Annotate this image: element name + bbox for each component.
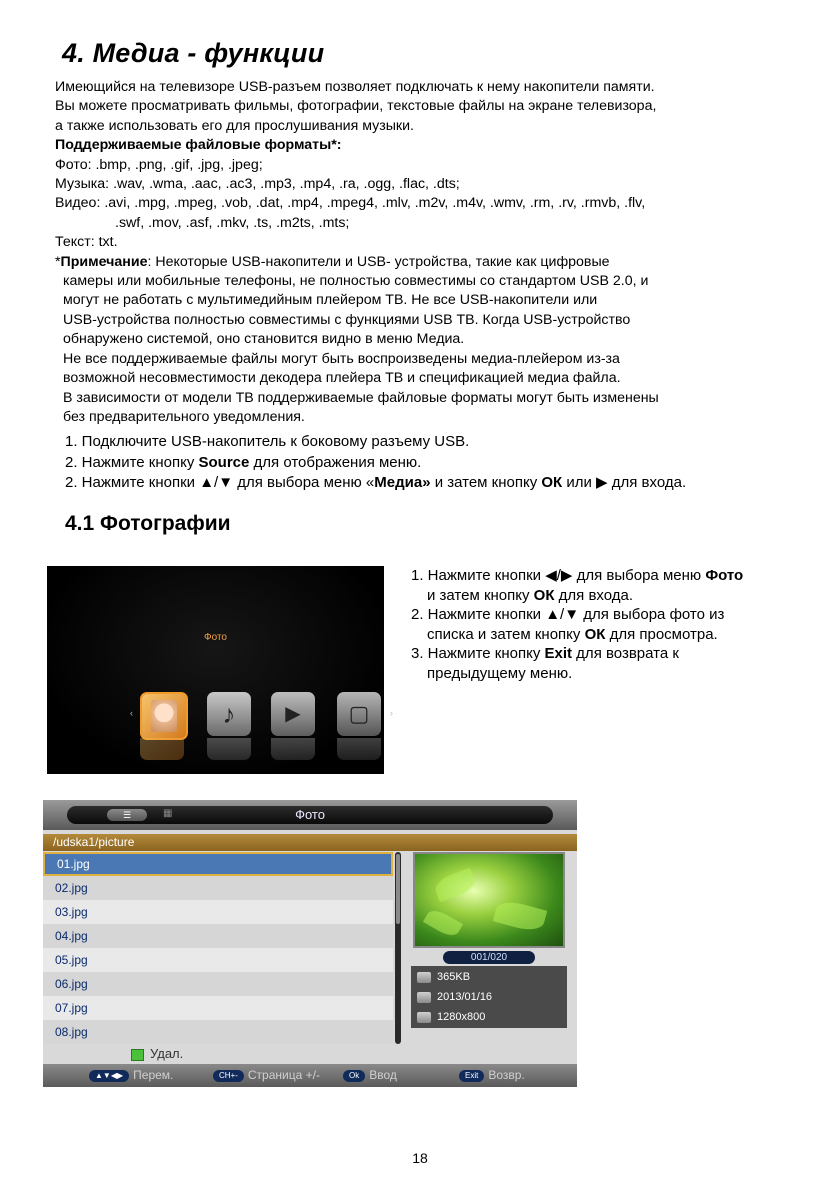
photo-info-panel bbox=[411, 966, 567, 1028]
file-row[interactable]: 08.jpg bbox=[43, 1020, 393, 1044]
hint-navigate: ▲▼◀▶ Перем. bbox=[89, 1068, 173, 1082]
video-icon[interactable]: ▶ bbox=[271, 692, 315, 736]
tv-icon[interactable]: ▢ bbox=[337, 692, 381, 736]
photo-reflection bbox=[140, 738, 184, 760]
note-line: камеры или мобильные телефоны, не полностью совместимы со стандартом USB 2.0, и bbox=[63, 273, 649, 290]
list-view-icon[interactable]: ☰ bbox=[107, 809, 147, 821]
tv-media-menu bbox=[47, 566, 393, 774]
section-title: 4.1 Фотографии bbox=[65, 512, 231, 535]
video-reflection bbox=[271, 738, 315, 760]
browser-title: Фото bbox=[295, 807, 325, 822]
note-line: могут не работать с мультимедийным плейером ТВ. Не все USB-накопители или bbox=[63, 292, 598, 309]
folder-path: /udska1/picture bbox=[43, 834, 577, 851]
note-line: без предварительного уведомления. bbox=[63, 408, 305, 425]
info-resolution: 1280x800 bbox=[411, 1007, 485, 1027]
note-line: В зависимости от модели ТВ поддерживаемые файловые форматы могут быть изменены bbox=[63, 389, 659, 406]
intro-line: Вы можете просматривать фильмы, фотографии, текстовые файлы на экране телевизора, bbox=[55, 98, 657, 115]
menu-selected-label: Фото bbox=[204, 632, 227, 643]
hint-enter: Ok Ввод bbox=[343, 1068, 397, 1082]
photo-step-2-cont: списка и затем кнопку ОК для просмотра. bbox=[427, 625, 718, 643]
info-date: 2013/01/16 bbox=[411, 987, 492, 1007]
setup-steps bbox=[65, 432, 686, 494]
file-row[interactable]: 04.jpg bbox=[43, 924, 393, 948]
intro-text bbox=[55, 78, 775, 427]
browser-top-bar bbox=[43, 800, 577, 830]
hint-page: CH+- Страница +/- bbox=[213, 1068, 320, 1082]
tv-reflection bbox=[337, 738, 381, 760]
formats-photo: Фото: .bmp, .png, .gif, .jpg, .jpeg; bbox=[55, 156, 263, 173]
chevron-right-icon[interactable]: › bbox=[390, 708, 393, 718]
date-icon bbox=[417, 992, 431, 1003]
photo-icon[interactable] bbox=[140, 692, 188, 740]
page-number: 18 bbox=[412, 1150, 428, 1166]
note-line: возможной несовместимости декодера плейера ТВ и спецификацией медиа файла. bbox=[63, 370, 621, 387]
formats-text: Текст: txt. bbox=[55, 234, 118, 251]
green-key-icon bbox=[131, 1049, 144, 1061]
photo-file-browser bbox=[43, 800, 577, 1087]
list-scrollbar[interactable] bbox=[395, 852, 401, 1044]
delete-hint[interactable]: Удал. bbox=[131, 1046, 183, 1061]
grid-view-icon[interactable]: ▦ bbox=[163, 808, 173, 819]
formats-video: Видео: .avi, .mpg, .mpeg, .vob, .dat, .mp4, .mpeg4, .mlv, .m2v, .m4v, .wmv, .rm, .rv, .rmvb, .flv, bbox=[55, 195, 646, 212]
note-line: *Примечание: Некоторые USB-накопители и USB- устройства, такие как цифровые bbox=[55, 253, 610, 270]
photo-step-2: 2. Нажмите кнопки ▲/▼ для выбора фото из bbox=[411, 606, 725, 623]
file-row[interactable]: 02.jpg bbox=[43, 876, 393, 900]
file-row[interactable]: 07.jpg bbox=[43, 996, 393, 1020]
file-row[interactable]: 01.jpg bbox=[43, 852, 393, 876]
file-list bbox=[43, 852, 393, 1044]
note-line: USB-устройства полностью совместимы с функциями USB ТВ. Когда USB-устройство bbox=[63, 311, 631, 328]
file-size-icon bbox=[417, 972, 431, 983]
intro-line: а также использовать его для прослушивания музыки. bbox=[55, 117, 415, 134]
formats-heading: Поддерживаемые файловые форматы*: bbox=[55, 137, 342, 154]
hint-bar bbox=[43, 1064, 577, 1087]
note-line: обнаружено системой, оно становится видно в меню Медиа. bbox=[63, 331, 465, 348]
intro-line: Имеющийся на телевизоре USB-разъем позволяет подключать к нему накопители памяти. bbox=[55, 79, 655, 95]
step-1: 1. Подключите USB-накопитель к боковому разъему USB. bbox=[65, 433, 470, 450]
photo-step-1-cont: и затем кнопку ОК для входа. bbox=[427, 586, 634, 604]
photo-step-1: 1. Нажмите кнопки ◀/▶ для выбора меню Фото bbox=[411, 567, 744, 584]
title-pill bbox=[67, 806, 553, 824]
chevron-left-icon[interactable]: ‹ bbox=[130, 708, 133, 718]
music-icon[interactable]: ♪ bbox=[207, 692, 251, 736]
file-row[interactable]: 03.jpg bbox=[43, 900, 393, 924]
photo-step-3: 3. Нажмите кнопку Exit для возврата к bbox=[411, 645, 679, 662]
resolution-icon bbox=[417, 1012, 431, 1023]
step-3: 2. Нажмите кнопки ▲/▼ для выбора меню «Медиа» и затем кнопку ОК или ▶ для входа. bbox=[65, 474, 687, 491]
photo-counter: 001/020 bbox=[443, 951, 535, 964]
info-size: 365KB bbox=[411, 967, 470, 987]
music-reflection bbox=[207, 738, 251, 760]
file-row[interactable]: 06.jpg bbox=[43, 972, 393, 996]
formats-music: Музыка: .wav, .wma, .aac, .ac3, .mp3, .mp4, .ra, .ogg, .flac, .dts; bbox=[55, 176, 460, 193]
file-row[interactable]: 05.jpg bbox=[43, 948, 393, 972]
formats-video-cont: .swf, .mov, .asf, .mkv, .ts, .m2ts, .mts; bbox=[115, 214, 350, 231]
photo-step-3-cont: предыдущему меню. bbox=[427, 664, 573, 682]
page-title: 4. Медиа - функции bbox=[62, 38, 325, 68]
note-line: Не все поддерживаемые файлы могут быть воспроизведены медиа-плейером из-за bbox=[63, 350, 620, 367]
photo-preview bbox=[413, 852, 565, 948]
step-2: 2. Нажмите кнопку Source для отображения меню. bbox=[65, 453, 422, 471]
photo-steps bbox=[411, 566, 743, 683]
scrollbar-thumb[interactable] bbox=[396, 854, 400, 924]
hint-exit: Exit Возвр. bbox=[459, 1068, 525, 1082]
